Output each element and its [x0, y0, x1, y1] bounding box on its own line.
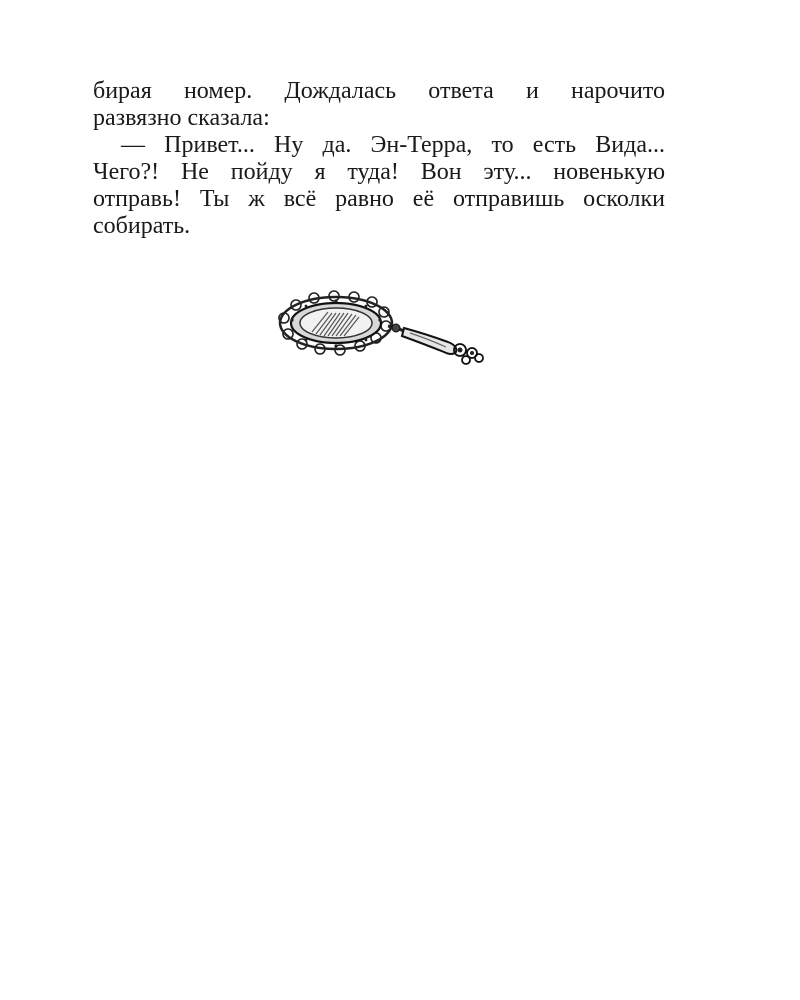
hand-mirror-icon [276, 290, 488, 366]
text-line: отправь! Ты ж всё равно её отправишь осколки [93, 186, 665, 212]
text-line: Чего?! Не пойду я туда! Вон эту... новенькую [93, 159, 665, 185]
body-text [93, 78, 665, 240]
text-line: развязно сказала: [93, 105, 270, 131]
text-line: бирая номер. Дождалась ответа и нарочито [93, 78, 665, 104]
text-line: — Привет... Ну да. Эн-Терра, то есть Вида... [121, 132, 665, 158]
text-line: собирать. [93, 213, 191, 239]
